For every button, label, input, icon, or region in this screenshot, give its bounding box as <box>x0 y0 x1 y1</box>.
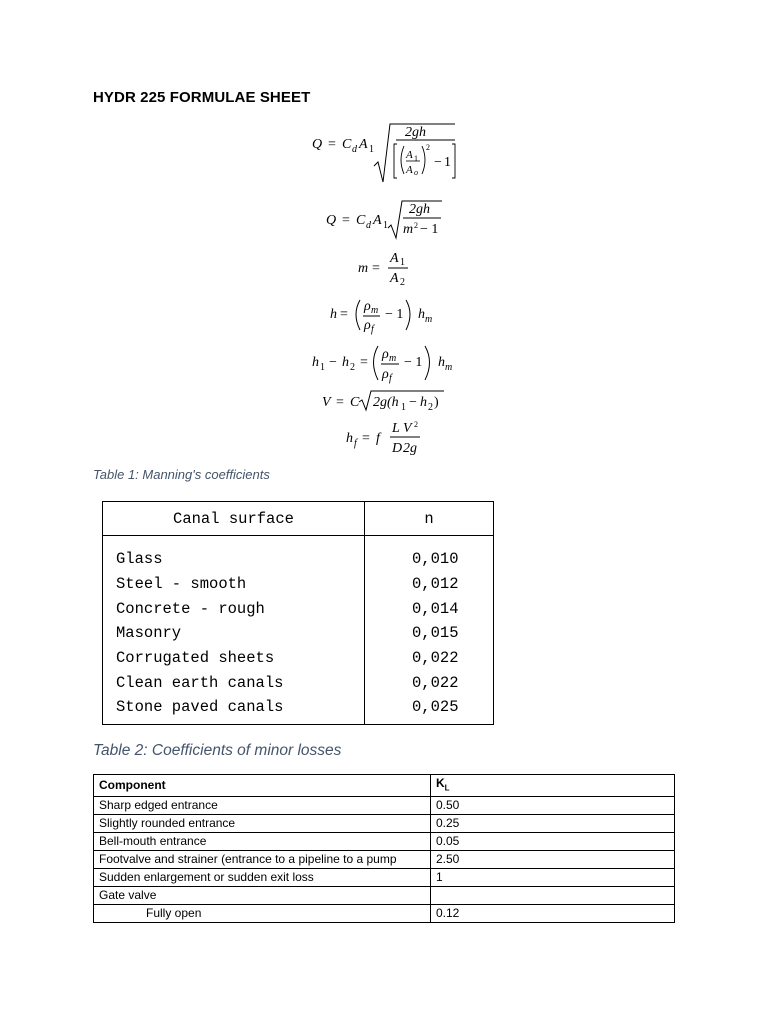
svg-text:Q: Q <box>326 213 337 228</box>
formula-manometer-head-difference <box>312 342 462 386</box>
svg-text:h: h <box>420 395 427 410</box>
column-header-component: Component <box>94 775 431 797</box>
svg-text:V: V <box>403 421 412 436</box>
svg-text:ρ: ρ <box>382 347 389 362</box>
svg-text:=: = <box>328 137 336 152</box>
svg-text:1: 1 <box>414 154 418 163</box>
svg-text:h: h <box>418 307 425 322</box>
svg-text:=: = <box>372 261 380 276</box>
svg-text:m: m <box>389 353 397 364</box>
svg-text:1: 1 <box>369 144 374 155</box>
svg-text:f: f <box>389 373 392 384</box>
svg-text:Q: Q <box>312 137 323 152</box>
svg-text:1: 1 <box>401 402 406 413</box>
svg-text:ρ: ρ <box>364 318 371 333</box>
svg-text:A: A <box>359 137 368 152</box>
svg-text:=: = <box>340 307 348 322</box>
table-row: Steel - smooth 0,012 <box>116 575 459 593</box>
table-row: Stone paved canals 0,025 <box>116 698 459 716</box>
formula-velocity <box>322 390 452 414</box>
svg-text:): ) <box>434 395 439 410</box>
svg-text:h: h <box>342 355 349 370</box>
table-row: Corrugated sheets 0,022 <box>116 649 459 667</box>
mannings-coefficients-table <box>102 501 494 725</box>
column-header-kl: $K_L$ <box>431 775 675 797</box>
svg-text:d: d <box>366 220 371 231</box>
svg-text:−: − <box>409 395 417 410</box>
formula-manometer-head <box>330 296 440 338</box>
svg-text:− 1: − 1 <box>404 355 423 370</box>
svg-text:−: − <box>434 155 442 170</box>
svg-text:2gh: 2gh <box>409 202 430 217</box>
svg-text:2: 2 <box>350 362 355 373</box>
svg-text:h: h <box>438 355 445 370</box>
table-row: Fully open 0.12 <box>94 905 675 923</box>
svg-text:1: 1 <box>320 362 325 373</box>
formula-discharge-area-ratio <box>312 122 472 186</box>
table-row: Sudden enlargement or sudden exit loss 1 <box>94 869 675 887</box>
svg-text:d: d <box>352 144 357 155</box>
svg-text:C: C <box>350 395 360 410</box>
svg-text:L: L <box>392 421 400 436</box>
table-row: Masonry 0,015 <box>116 624 459 642</box>
svg-text:f: f <box>376 431 380 446</box>
svg-text:2: 2 <box>400 277 405 288</box>
svg-text:f: f <box>354 438 357 449</box>
svg-text:h: h <box>330 307 337 322</box>
svg-text:=: = <box>336 395 344 410</box>
svg-text:o: o <box>414 168 418 177</box>
svg-text:1: 1 <box>383 220 388 231</box>
svg-text:m: m <box>425 314 433 325</box>
formula-area-ratio-m <box>358 248 418 288</box>
svg-text:ρ: ρ <box>364 299 371 314</box>
column-header-n: n <box>424 510 434 528</box>
svg-text:m: m <box>445 362 453 373</box>
column-header-canal-surface: Canal surface <box>173 510 294 528</box>
svg-text:−: − <box>329 355 337 370</box>
svg-text:A: A <box>406 149 413 161</box>
table-row: Bell-mouth entrance 0.05 <box>94 833 675 851</box>
svg-text:C: C <box>356 213 366 228</box>
svg-text:f: f <box>371 324 374 335</box>
svg-text:h: h <box>346 431 353 446</box>
svg-text:=: = <box>360 355 368 370</box>
table-row: Concrete - rough 0,014 <box>116 600 459 618</box>
svg-text:A: A <box>390 271 399 286</box>
table-row: Glass 0,010 <box>116 550 459 568</box>
svg-text:2: 2 <box>428 402 433 413</box>
table-row: Clean earth canals 0,022 <box>116 674 459 692</box>
formula-discharge-m <box>326 198 456 242</box>
svg-text:2gh: 2gh <box>405 125 426 140</box>
svg-text:ρ: ρ <box>382 367 389 382</box>
svg-text:C: C <box>342 137 352 152</box>
table-row: Footvalve and strainer (entrance to a pipeline to a pump 2.50 <box>94 851 675 869</box>
minor-losses-table <box>93 774 675 923</box>
svg-text:− 1: − 1 <box>420 222 439 237</box>
svg-text:D: D <box>392 441 403 456</box>
table1-caption: Table 1: Manning's coefficients <box>93 467 270 482</box>
svg-text:2g(h: 2g(h <box>373 395 399 410</box>
table-row: Sharp edged entrance 0.50 <box>94 797 675 815</box>
svg-text:m: m <box>371 305 379 316</box>
table-header-row <box>94 775 675 797</box>
formula-darcy-weisbach <box>346 418 426 458</box>
svg-text:A: A <box>390 251 399 266</box>
svg-text:2g: 2g <box>403 441 417 456</box>
table-row: Gate valve <box>94 887 675 905</box>
svg-text:− 1: − 1 <box>385 307 404 322</box>
table-row: Slightly rounded entrance 0.25 <box>94 815 675 833</box>
svg-text:2: 2 <box>426 143 430 152</box>
svg-text:1: 1 <box>444 155 451 170</box>
svg-text:V: V <box>322 395 331 410</box>
page-title: HYDR 225 FORMULAE SHEET <box>93 89 311 106</box>
svg-text:1: 1 <box>400 257 405 268</box>
svg-text:2: 2 <box>414 221 418 230</box>
svg-text:=: = <box>342 213 350 228</box>
svg-text:=: = <box>362 431 370 446</box>
svg-text:h: h <box>312 355 319 370</box>
svg-text:m: m <box>358 261 369 276</box>
svg-text:2: 2 <box>414 420 418 429</box>
table2-caption: Table 2: Coefficients of minor losses <box>93 742 342 759</box>
svg-text:A: A <box>406 164 413 176</box>
svg-text:A: A <box>373 213 382 228</box>
svg-text:m: m <box>403 222 414 237</box>
